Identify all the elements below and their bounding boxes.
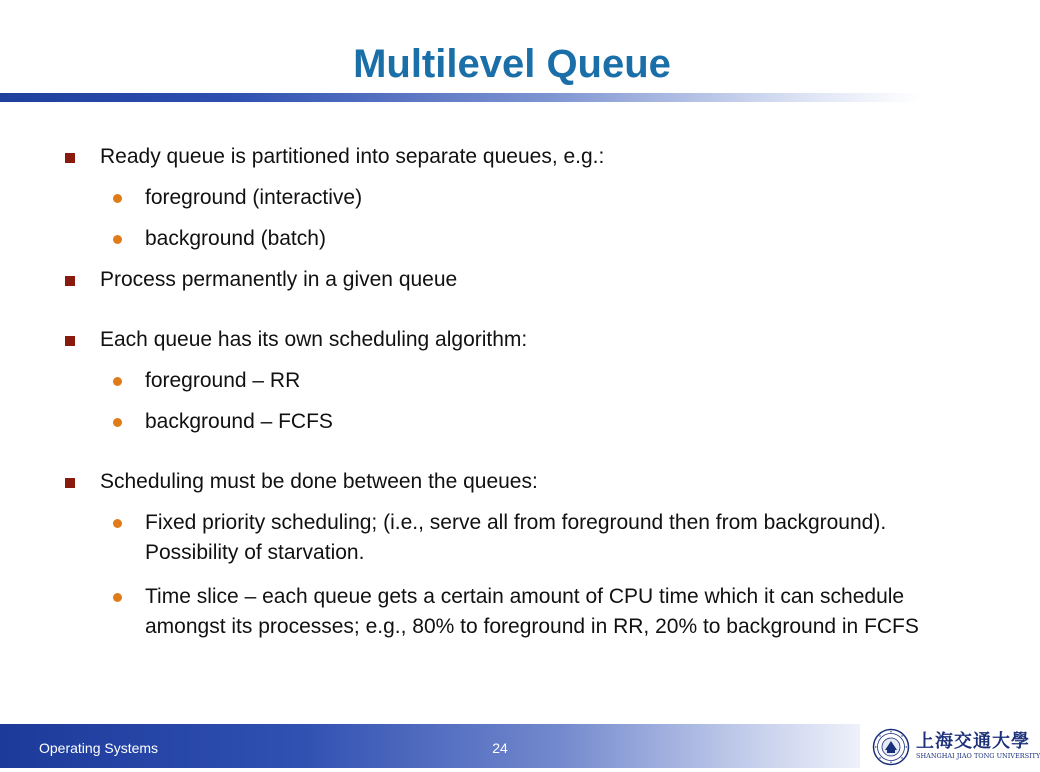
round-bullet-icon [113,194,122,203]
square-bullet-icon [65,276,75,286]
bullet-2 [0,265,1024,295]
bullet-text: Each queue has its own scheduling algorithm: [100,328,528,351]
slide-title: Multilevel Queue [353,42,671,86]
sub-bullet-3-2 [0,407,1024,437]
bullet-text: Scheduling must be done between the queues: [100,470,538,493]
sub-bullet-3-1 [0,366,1024,396]
sub-bullet-4-1 [0,508,1024,568]
round-bullet-icon [113,235,122,244]
sub-bullet-text: Fixed priority scheduling; (i.e., serve all from foreground then from background). Possibility of starvation. [145,511,887,564]
sub-bullet-text: background – FCFS [145,410,333,433]
sub-bullet-text: foreground (interactive) [145,186,363,209]
square-bullet-icon [65,153,75,163]
bullet-text: Process permanently in a given queue [100,268,458,291]
sub-bullet-1-1 [0,183,1024,213]
page-number: 24 [492,740,508,756]
round-bullet-icon [113,418,122,427]
bullet-text: Ready queue is partitioned into separate queues, e.g.: [100,145,605,168]
round-bullet-icon [113,593,122,602]
university-name-chinese: 上海交通大學 [916,731,1030,752]
bullet-3 [0,325,1024,355]
title-underline-bar [0,93,920,102]
sub-bullet-4-2 [0,582,1024,642]
square-bullet-icon [65,478,75,488]
slide-content [0,142,1024,642]
round-bullet-icon [113,519,122,528]
university-name-english: SHANGHAI JIAO TONG UNIVERSITY [916,752,1040,760]
round-bullet-icon [113,377,122,386]
bullet-1 [0,142,1024,172]
sub-bullet-text: Time slice – each queue gets a certain amount of CPU time which it can schedule amongst its processes; e.g., 80% to foreground in RR, 20% to background in FCFS [145,585,919,638]
footer-bar [0,724,860,768]
bullet-4 [0,467,1024,497]
university-logo [860,724,1040,768]
university-seal-icon [872,728,910,766]
sub-bullet-1-2 [0,224,1024,254]
footer-course-name: Operating Systems [39,740,159,756]
square-bullet-icon [65,336,75,346]
sub-bullet-text: background (batch) [145,227,326,250]
sub-bullet-text: foreground – RR [145,369,301,392]
